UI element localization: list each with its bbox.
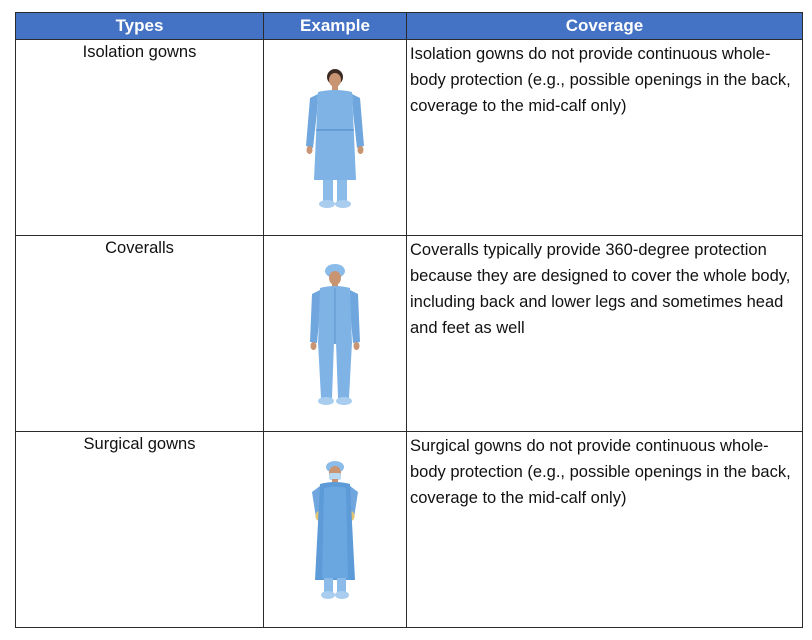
surgical-gown-figure-icon — [300, 460, 370, 610]
type-label-isolation-gowns: Isolation gowns — [82, 43, 197, 61]
table-header-row — [16, 13, 803, 40]
table-row — [16, 40, 803, 236]
type-cell — [16, 236, 264, 432]
type-cell — [16, 432, 264, 628]
type-cell — [16, 40, 264, 236]
example-cell — [264, 40, 407, 236]
type-label-surgical-gowns: Surgical gowns — [83, 435, 196, 453]
ppe-comparison-table — [15, 12, 803, 628]
header-coverage: Coverage — [407, 13, 803, 40]
isolation-gown-figure-icon — [300, 68, 370, 228]
header-example: Example — [264, 13, 407, 40]
example-cell — [264, 236, 407, 432]
table-row — [16, 236, 803, 432]
coverage-cell: Isolation gowns do not provide continuous whole-body protection (e.g., possible openings in the back, coverage to the mid-calf only) — [407, 40, 803, 236]
type-label-coveralls: Coveralls — [105, 239, 174, 257]
coverall-figure-icon — [300, 264, 370, 414]
coverage-cell: Surgical gowns do not provide continuous whole-body protection (e.g., possible openings in the back, coverage to the mid-calf only) — [407, 432, 803, 628]
header-types: Types — [16, 13, 264, 40]
coverage-cell: Coveralls typically provide 360-degree protection because they are designed to cover the whole body, including back and lower legs and sometimes head and feet as well — [407, 236, 803, 432]
table-row — [16, 432, 803, 628]
example-cell — [264, 432, 407, 628]
